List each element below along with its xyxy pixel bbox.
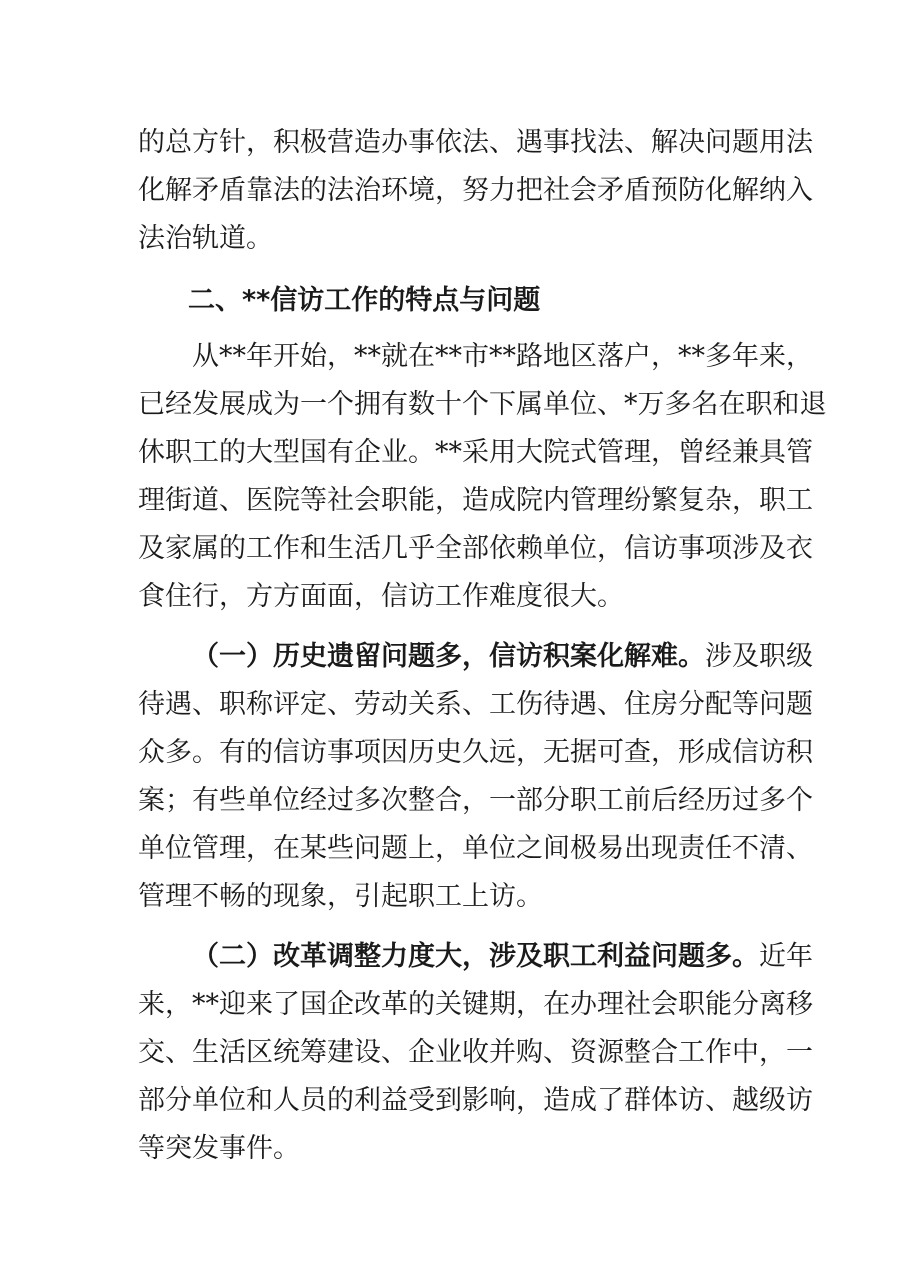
item-two-first-line: [192, 941, 813, 972]
item-one-first-line: [192, 641, 813, 672]
item-one-lead: （一）历史遗留问题多，信访积案化解难。: [192, 641, 705, 672]
item-one-line: 案；有些单位经过多次整合，一部分职工前后经历过多个: [138, 785, 813, 816]
item-two-first-line-rest: 近年: [759, 941, 813, 972]
paragraph-overview-line: 已经发展成为一个拥有数十个下属单位、*万多名在职和退: [138, 389, 827, 420]
paragraph-intro-line: 法治轨道。: [138, 223, 273, 254]
section-heading: 二、**信访工作的特点与问题: [188, 285, 541, 316]
item-one-line: 管理不畅的现象，引起职工上访。: [138, 881, 543, 912]
item-two-lead: （二）改革调整力度大，涉及职工利益问题多。: [192, 941, 759, 972]
item-one-line: 众多。有的信访事项因历史久远，无据可查，形成信访积: [138, 737, 813, 768]
item-one-line: 待遇、职称评定、劳动关系、工伤待遇、住房分配等问题: [138, 689, 813, 720]
paragraph-overview-line: 理街道、医院等社会职能，造成院内管理纷繁复杂，职工: [138, 485, 813, 516]
paragraph-intro-line: 化解矛盾靠法的法治环境，努力把社会矛盾预防化解纳入: [138, 175, 813, 206]
paragraph-overview-line: 及家属的工作和生活几乎全部依赖单位，信访事项涉及衣: [138, 533, 813, 564]
item-two-line: 部分单位和人员的利益受到影响，造成了群体访、越级访: [138, 1085, 813, 1116]
paragraph-overview-line: 从**年开始，**就在**市**路地区落户，**多年来，: [192, 341, 813, 372]
item-two-line: 交、生活区统筹建设、企业收并购、资源整合工作中，一: [138, 1037, 813, 1068]
paragraph-overview-line: 休职工的大型国有企业。**采用大院式管理，曾经兼具管: [138, 437, 813, 468]
item-two-line: 来，**迎来了国企改革的关键期，在办理社会职能分离移: [138, 989, 813, 1020]
item-one-first-line-rest: 涉及职级: [705, 641, 813, 672]
paragraph-intro-line: 的总方针，积极营造办事依法、遇事找法、解决问题用法: [138, 127, 813, 158]
item-two-line: 等突发事件。: [138, 1133, 300, 1164]
item-one-line: 单位管理，在某些问题上，单位之间极易出现责任不清、: [138, 833, 813, 864]
paragraph-overview-line: 食住行，方方面面，信访工作难度很大。: [138, 581, 624, 612]
